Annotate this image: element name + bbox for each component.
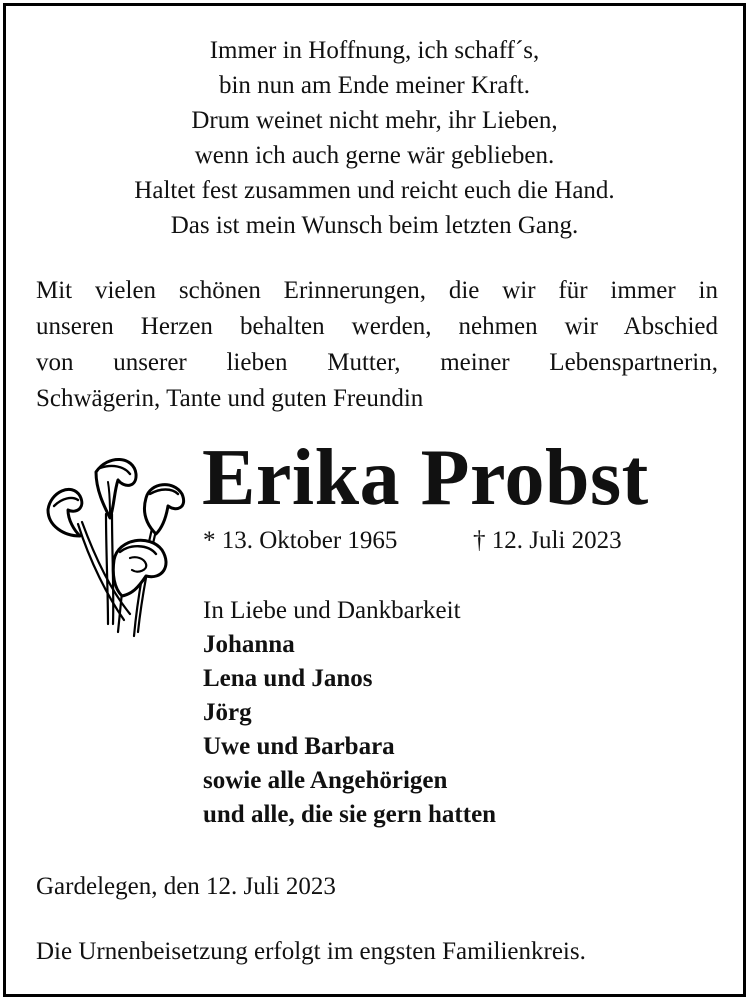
burial-note: Die Urnenbeisetzung erfolgt im engsten Familienkreis. xyxy=(36,938,586,965)
mourner-name: sowie alle Angehörigen xyxy=(203,767,448,794)
poem-line: Das ist mein Wunsch beim letzten Gang. xyxy=(170,212,579,239)
calla-lily-bouquet-icon xyxy=(38,452,188,640)
mourner-name: Lena und Janos xyxy=(203,665,373,692)
birth-date: * 13. Oktober 1965 xyxy=(203,527,398,554)
poem-line: bin nun am Ende meiner Kraft. xyxy=(218,72,530,99)
place-and-date: Gardelegen, den 12. Juli 2023 xyxy=(36,873,336,900)
farewell-line: Schwägerin, Tante und guten Freundin xyxy=(36,385,424,412)
deceased-name: Erika Probst xyxy=(202,434,649,522)
mourner-name: Johanna xyxy=(203,631,295,658)
memorial-poem xyxy=(6,33,743,243)
life-dates xyxy=(203,524,622,558)
poem-line: wenn ich auch gerne wär geblieben. xyxy=(194,142,555,169)
poem-line: Haltet fest zusammen und reicht euch die Hand. xyxy=(134,177,615,204)
mourners-intro: In Liebe und Dankbarkeit xyxy=(203,597,461,624)
mourner-name: Jörg xyxy=(203,699,252,726)
farewell-paragraph xyxy=(36,273,718,417)
poem-line: Immer in Hoffnung, ich schaff´s, xyxy=(209,37,540,64)
mourners-list xyxy=(203,594,496,832)
farewell-line: von unserer lieben Mutter, meiner Lebenspartnerin, xyxy=(36,349,718,376)
farewell-line: Mit vielen schönen Erinnerungen, die wir für immer in xyxy=(36,277,718,304)
death-date: † 12. Juli 2023 xyxy=(473,527,622,554)
farewell-line: unseren Herzen behalten werden, nehmen wir Abschied xyxy=(36,313,718,340)
obituary-notice xyxy=(3,3,746,997)
mourner-name: Uwe und Barbara xyxy=(203,733,395,760)
mourner-name: und alle, die sie gern hatten xyxy=(203,801,497,828)
poem-line: Drum weinet nicht mehr, ihr Lieben, xyxy=(191,107,558,134)
